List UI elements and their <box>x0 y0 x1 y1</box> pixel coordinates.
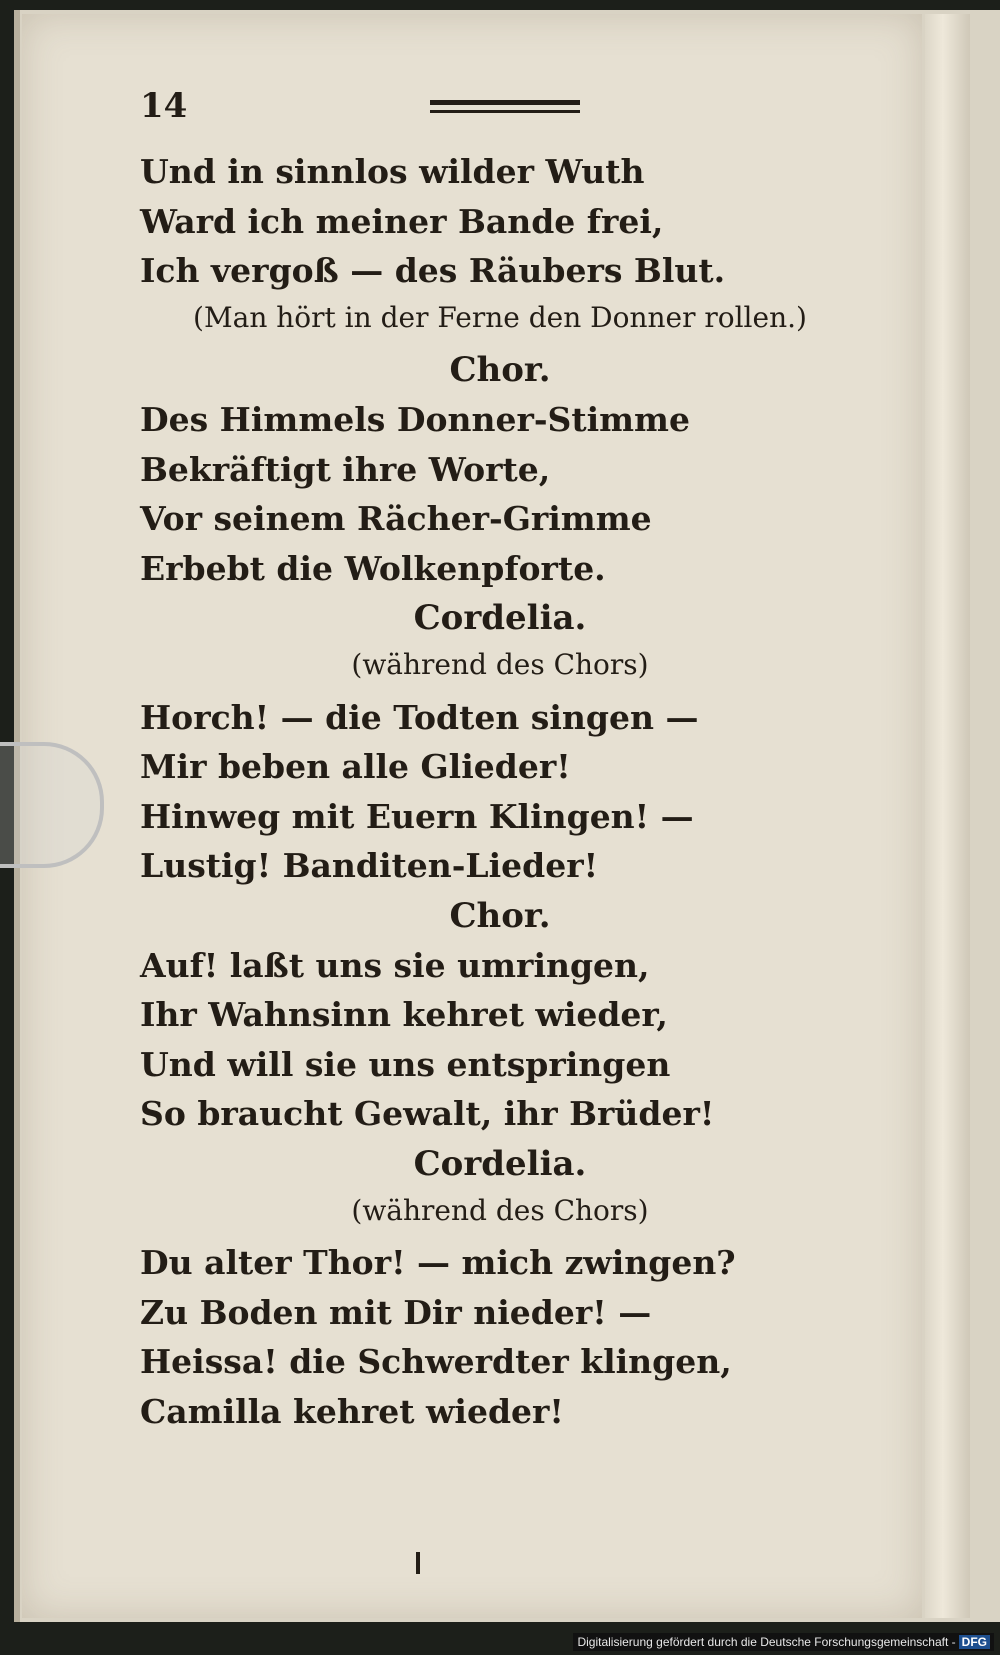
signature-mark <box>416 1552 420 1574</box>
stage-direction: (während des Chors) <box>351 648 649 681</box>
verse-line: So braucht Gewalt, ihr Brüder! <box>140 1094 715 1134</box>
stage-direction: (Man hört in der Ferne den Donner rollen.) <box>193 300 807 334</box>
verse-line: Lustig! Banditen-Lieder! <box>140 846 599 886</box>
verse-line: Bekräftigt ihre Worte, <box>140 449 551 489</box>
verse-line: Ihr Wahnsinn kehret wieder, <box>140 995 668 1035</box>
verse-line: Heissa! die Schwerdter klingen, <box>140 1342 732 1382</box>
verse-line: Erbebt die Wolkenpforte. <box>140 548 606 588</box>
verse-line: Auf! laßt uns sie umringen, <box>140 945 650 985</box>
verse-line: Du alter Thor! — mich zwingen? <box>140 1243 736 1283</box>
verse-line: Hinweg mit Euern Klingen! — <box>140 796 694 836</box>
verse-line: Camilla kehret wieder! <box>140 1392 564 1431</box>
footer-credit: Digitalisierung gefördert durch die Deutsche Forschungsgemeinschaft - <box>577 1635 956 1649</box>
verse-line: Und in sinnlos wilder Wuth <box>140 152 645 191</box>
speaker-heading: Cordelia. <box>413 1144 587 1184</box>
digitization-footer <box>573 1633 994 1651</box>
speaker-heading: Chor. <box>449 896 551 936</box>
speaker-heading: Cordelia. <box>413 598 587 639</box>
verse-line: Des Himmels Donner-Stimme <box>140 400 690 439</box>
verse-line: Zu Boden mit Dir nieder! — <box>140 1292 652 1332</box>
dfg-logo: DFG <box>959 1635 990 1649</box>
verse-line: Mir beben alle Glieder! <box>140 747 571 787</box>
page-number: 14 <box>140 86 188 126</box>
verse-line: Ich vergoß — des Räubers Blut. <box>140 251 726 291</box>
verse-line: Horch! — die Todten singen — <box>140 697 699 737</box>
stage-direction: (während des Chors) <box>351 1193 649 1227</box>
verse-line: Vor seinem Rächer-Grimme <box>140 499 652 539</box>
verse-line: Und will sie uns entspringen <box>140 1044 671 1084</box>
speaker-heading: Chor. <box>449 350 551 391</box>
verse-line: Ward ich meiner Bande frei, <box>140 201 664 241</box>
